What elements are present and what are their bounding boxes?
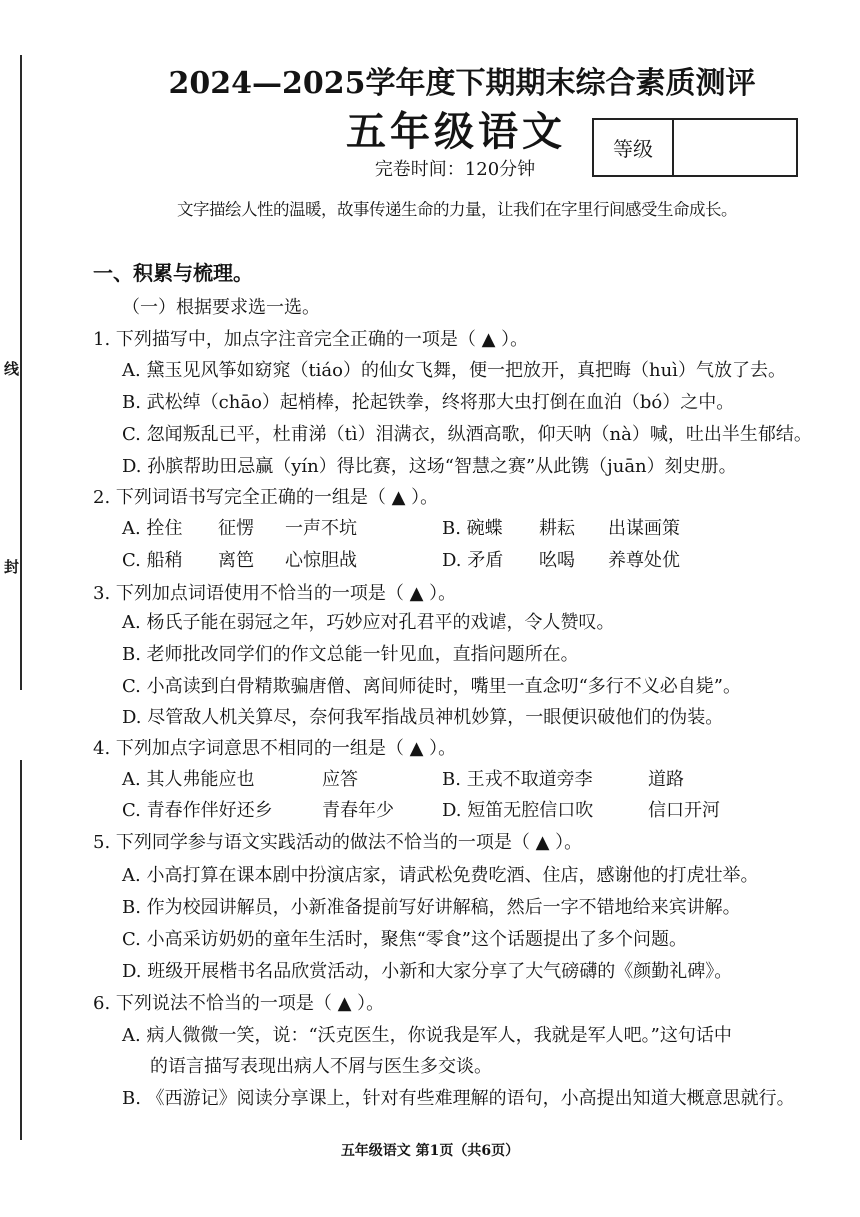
question-4-item: D. 短笛无腔信口吹 [442, 800, 594, 821]
subject-title: 五年级语文 [346, 108, 566, 155]
question-2-stem: 2. 下列词语书写完全正确的一组是（ ▲ ）。 [93, 487, 439, 508]
question-5-option-b: B. 作为校园讲解员，小新准备提前写好讲解稿，然后一字不错地给来宾讲解。 [122, 897, 741, 918]
exam-time: 完卷时间：120分钟 [374, 159, 536, 180]
binding-char-seal: 封 [4, 558, 20, 576]
grade-box [592, 118, 798, 177]
question-2-word: B. 碗蝶 [442, 518, 503, 539]
question-2-word: 一声不坑 [285, 518, 357, 539]
question-2-word: 吆喝 [539, 550, 575, 571]
question-3-option-c: C. 小高读到白骨精欺骗唐僧、离间师徒时，嘴里一直念叨“多行不义必自毙”。 [122, 676, 741, 697]
question-2-word: 心惊胆战 [285, 550, 357, 571]
question-4-item: 信口开河 [648, 800, 720, 821]
question-1-option-b: B. 武松绰（chāo）起梢棒，抡起铁拳，终将那大虫打倒在血泊（bó）之中。 [122, 392, 735, 413]
page-footer: 五年级语文 第1页（共6页） [340, 1143, 520, 1159]
binding-char-line: 线 [4, 360, 20, 378]
question-4-item: 青春年少 [322, 800, 394, 821]
binding-line-bottom [20, 760, 22, 1140]
question-3-option-a: A. 杨氏子能在弱冠之年，巧妙应对孔君平的戏谑，令人赞叹。 [122, 612, 615, 633]
question-2-word: D. 矛盾 [442, 550, 504, 571]
question-3-option-b: B. 老师批改同学们的作文总能一针见血，直指问题所在。 [122, 644, 579, 665]
question-4-stem: 4. 下列加点字词意思不相同的一组是（ ▲ ）。 [93, 738, 457, 759]
question-5-stem: 5. 下列同学参与语文实践活动的做法不恰当的一项是（ ▲ ）。 [93, 832, 583, 853]
question-1-option-c: C. 忽闻叛乱已平，杜甫涕（tì）泪满衣，纵酒高歌，仰天呐（nà）喊，吐出半生郁结。 [122, 424, 812, 445]
section-title: 一、积累与梳理。 [93, 261, 253, 285]
question-5-option-c: C. 小高采访奶奶的童年生活时，聚焦“零食”这个话题提出了多个问题。 [122, 929, 687, 950]
grade-label: 等级 [594, 120, 674, 175]
question-4-item: 应答 [322, 769, 358, 790]
question-3-option-d: D. 尽管敌人机关算尽，奈何我军指战员神机妙算，一眼便识破他们的伪装。 [122, 707, 724, 728]
subsection-title: （一）根据要求选一选。 [122, 297, 320, 318]
question-2-word: 征愣 [218, 518, 254, 539]
question-2-word: C. 船稍 [122, 550, 183, 571]
question-4-item: B. 王戎不取道旁李 [442, 769, 593, 790]
question-6-option-a: A. 病人微微一笑，说：“沃克医生，你说我是军人，我就是军人吧。”这句话中 [122, 1025, 732, 1046]
question-2-word: A. 拴住 [122, 518, 183, 539]
question-4-item: 道路 [648, 769, 684, 790]
question-5-option-a: A. 小高打算在课本剧中扮演店家，请武松免费吃酒、住店，感谢他的打虎壮举。 [122, 865, 759, 886]
question-1-option-d: D. 孙膑帮助田忌赢（yín）得比赛，这场“智慧之赛”从此镌（juān）刻史册。 [122, 456, 737, 477]
question-1-option-a: A. 黛玉见风筝如窈窕（tiáo）的仙女飞舞，便一把放开，真把晦（huì）气放了去。 [122, 360, 786, 381]
question-1-stem: 1. 下列描写中，加点字注音完全正确的一项是（ ▲ ）。 [93, 329, 529, 350]
question-3-stem: 3. 下列加点词语使用不恰当的一项是（ ▲ ）。 [93, 583, 457, 604]
grade-value-field[interactable] [674, 120, 796, 175]
exam-title: 2024—2025学年度下期期末综合素质测评 [168, 66, 756, 101]
question-4-item: A. 其人弗能应也 [122, 769, 255, 790]
question-2-word: 出谋画策 [608, 518, 680, 539]
motto: 文字描绘人性的温暖，故事传递生命的力量，让我们在字里行间感受生命成长。 [177, 200, 737, 219]
question-6-option-a-cont: 的语言描写表现出病人不屑与医生多交谈。 [150, 1056, 492, 1077]
question-6-stem: 6. 下列说法不恰当的一项是（ ▲ ）。 [93, 993, 385, 1014]
question-4-item: C. 青春作伴好还乡 [122, 800, 273, 821]
question-5-option-d: D. 班级开展楷书名品欣赏活动，小新和大家分享了大气磅礴的《颜勤礼碑》。 [122, 961, 733, 982]
question-2-word: 养尊处优 [608, 550, 680, 571]
question-2-word: 离笆 [218, 550, 254, 571]
question-6-option-b: B. 《西游记》阅读分享课上，针对有些难理解的语句，小高提出知道大概意思就行。 [122, 1088, 795, 1109]
question-2-word: 耕耘 [539, 518, 575, 539]
